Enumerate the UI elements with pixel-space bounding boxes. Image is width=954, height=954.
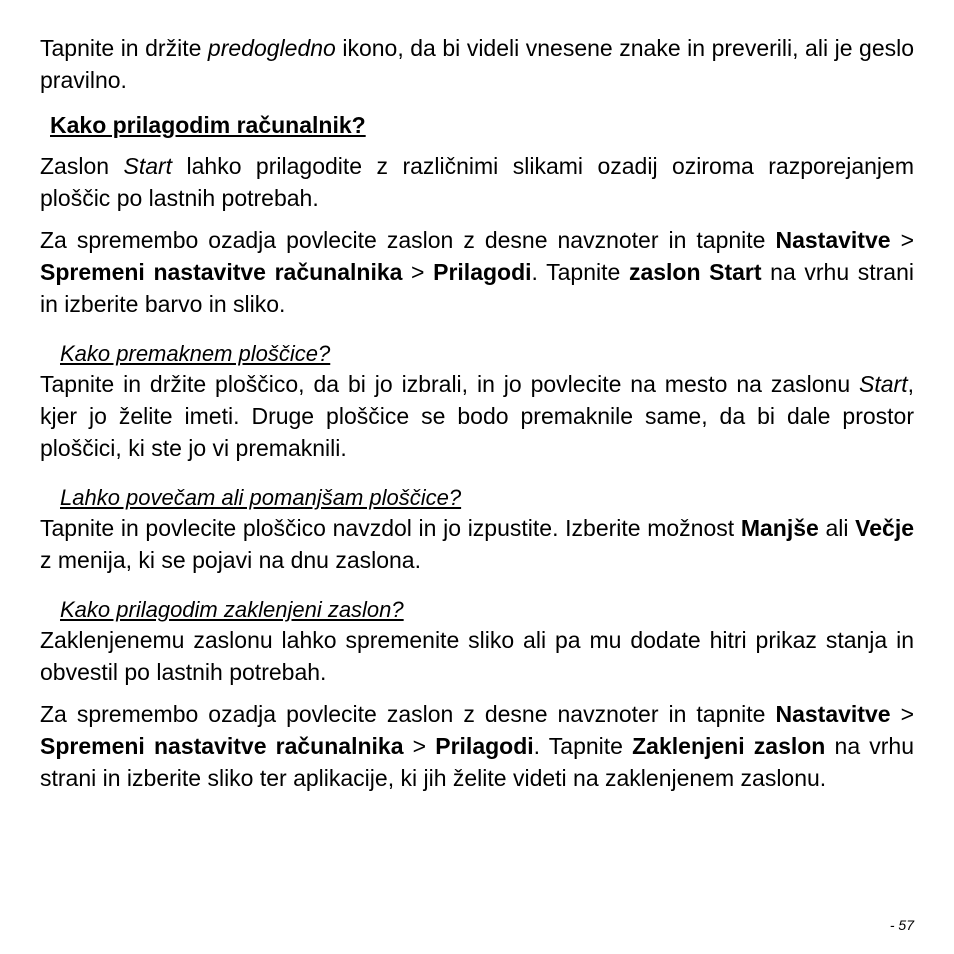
paragraph-start-screen: Zaslon Start lahko prilagodite z različnimi slikami ozadij oziroma razporejanjem ploščic po lastnih potrebah. — [40, 153, 914, 211]
paragraph-password-preview: Tapnite in držite predogledno ikono, da bi videli vnesene znake in preverili, ali je geslo pravilno. — [40, 35, 915, 93]
page-content — [40, 32, 914, 794]
page-number: - 57 — [889, 917, 914, 933]
paragraph-move-tiles: Tapnite in držite ploščico, da bi jo izbrali, in jo povlecite na mesto na zaslonu Start, kjer jo želite imeti. Druge ploščice se bodo premaknile same, da bi dale prostor ploščici, ki ste jo vi premaknili. — [40, 371, 914, 461]
paragraph-resize-tiles: Tapnite in povlecite ploščico navzdol in jo izpustite. Izberite možnost Manjše ali Večje z menija, ki se pojavi na dnu zaslona. — [40, 515, 915, 573]
heading-resize-tiles: Lahko povečam ali pomanjšam ploščice? — [60, 485, 462, 510]
paragraph-lock-screen: Zaklenjenemu zaslonu lahko spremenite sliko ali pa mu dodate hitri prikaz stanja in obvestil po lastnih potrebah. — [40, 627, 914, 685]
heading-customize-computer: Kako prilagodim računalnik? — [50, 112, 366, 138]
heading-move-tiles: Kako premaknem ploščice? — [60, 341, 331, 366]
heading-lock-screen: Kako prilagodim zaklenjeni zaslon? — [60, 597, 404, 622]
paragraph-lock-screen-steps: Za spremembo ozadja povlecite zaslon z desne navznoter in tapnite Nastavitve > Spremeni nastavitve računalnika > Prilagodi. Tapnite Zaklenjeni zaslon na vrhu strani in izberite sliko ter aplikacije, ki jih želite videti na zaklenjenem zaslonu. — [40, 701, 915, 791]
paragraph-change-background: Za spremembo ozadja povlecite zaslon z desne navznoter in tapnite Nastavitve > Spremeni nastavitve računalnika > Prilagodi. Tapnite zaslon Start na vrhu strani in izberite barvo in sliko. — [40, 227, 915, 317]
